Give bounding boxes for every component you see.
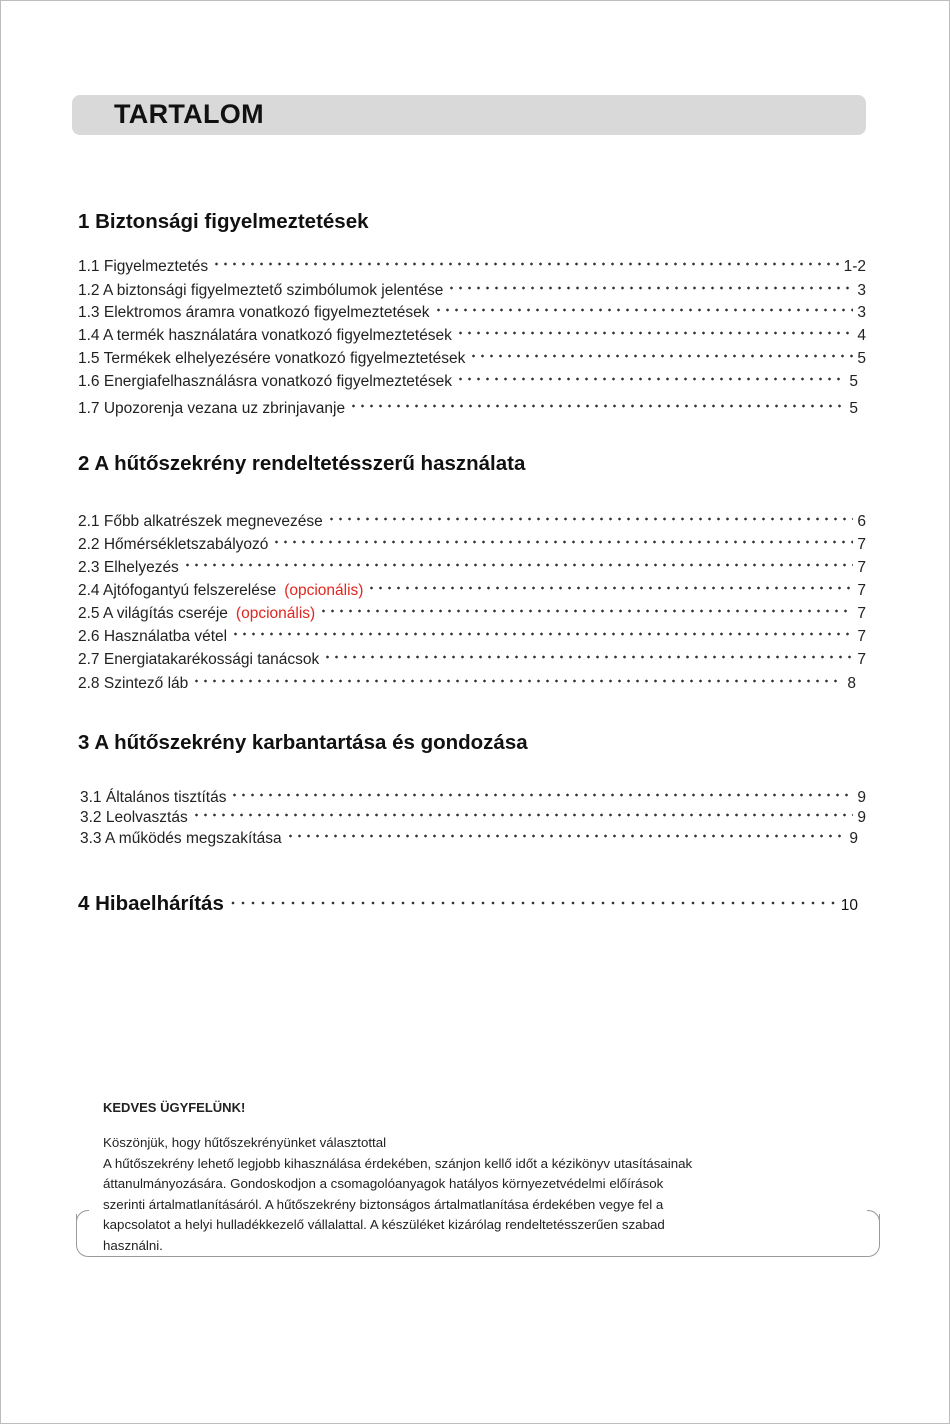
page-title: TARTALOM [114, 99, 264, 129]
toc-entry-page: 7 [857, 559, 866, 576]
toc-entry-page: 7 [857, 582, 866, 599]
dot-leader [367, 582, 853, 594]
section-heading-3: 3 A hűtőszekrény karbantartása és gondozása [78, 731, 528, 754]
toc-entry-page: 7 [857, 605, 866, 622]
toc-entry-label: 2.7 Energiatakarékossági tanácsok [78, 651, 320, 668]
notice-title: KEDVES ÜGYFELÜNK! [103, 1100, 246, 1115]
toc-entry-1-4[interactable] [78, 327, 866, 345]
toc-entry-2-1[interactable] [78, 513, 866, 531]
dot-leader [228, 897, 837, 909]
toc-entry-3-3[interactable] [80, 830, 858, 848]
toc-entry-page: 8 [847, 675, 856, 692]
toc-entry-label: 1.3 Elektromos áramra vonatkozó figyelmeztetések [78, 304, 430, 321]
dot-leader [456, 373, 845, 385]
toc-entry-1-5[interactable] [78, 350, 866, 368]
dot-leader [323, 651, 853, 663]
notice-line: kapcsolatot a helyi hulladékkezelő vállalattal. A készüléket kizárólag rendeltetésszerűen szabad [103, 1217, 665, 1232]
toc-entry-label: 2.1 Főbb alkatrészek megnevezése [78, 513, 323, 530]
section-heading-2: 2 A hűtőszekrény rendeltetésszerű használata [78, 452, 526, 475]
toc-entry-label: 2.2 Hőmérsékletszabályozó [78, 536, 269, 553]
toc-entry-page: 9 [849, 830, 858, 847]
dot-leader [434, 304, 854, 316]
toc-entry-label: 2.3 Elhelyezés [78, 559, 179, 576]
dot-leader [349, 400, 845, 412]
dot-leader [212, 258, 840, 270]
toc-entry-label: 4 Hibaelhárítás [78, 892, 224, 915]
dot-leader [447, 282, 853, 294]
dot-leader [230, 789, 853, 801]
title-bar [72, 95, 866, 135]
notice-line: Köszönjük, hogy hűtőszekrényünket választottal [103, 1135, 387, 1150]
toc-entry-page: 7 [857, 651, 866, 668]
optional-tag: (opcionális) [284, 582, 364, 599]
toc-entry-3-1[interactable] [80, 789, 866, 807]
toc-entry-1-3[interactable] [78, 304, 866, 322]
toc-entry-1-6[interactable] [78, 373, 858, 391]
section-heading-1: 1 Biztonsági figyelmeztetések [78, 210, 369, 233]
dot-leader [456, 327, 853, 339]
toc-entry-page: 5 [849, 373, 858, 390]
toc-entry-label: 2.8 Szintező láb [78, 675, 189, 692]
toc-entry-page: 3 [857, 304, 866, 321]
toc-entry-1-1[interactable] [78, 258, 866, 276]
toc-entry-label: 2.4 Ajtófogantyú felszerelése [78, 582, 277, 599]
toc-entry-label: 2.6 Használatba vétel [78, 628, 228, 645]
toc-entry-page: 3 [857, 282, 866, 299]
toc-entry-page: 1-2 [843, 258, 866, 275]
toc-entry-page: 6 [857, 513, 866, 530]
toc-entry-2-8[interactable] [78, 675, 856, 693]
toc-entry-label: 2.5 A világítás cseréje [78, 605, 228, 622]
toc-entry-2-4[interactable] [78, 582, 866, 600]
toc-entry-4[interactable] [78, 892, 858, 916]
notice-bracket [76, 1214, 880, 1257]
notice-line: A hűtőszekrény lehető legjobb kihasználása érdekében, szánjon kellő időt a kézikönyv utasításainak [103, 1155, 693, 1171]
toc-entry-2-7[interactable] [78, 651, 866, 669]
dot-leader [183, 559, 854, 571]
toc-entry-2-2[interactable] [78, 536, 866, 554]
dot-leader [327, 513, 854, 525]
toc-entry-1-2[interactable] [78, 282, 866, 300]
toc-entry-page: 5 [849, 400, 858, 417]
toc-entry-2-5[interactable] [78, 605, 866, 623]
toc-entry-label: 3.2 Leolvasztás [80, 809, 188, 826]
toc-entry-page: 7 [857, 536, 866, 553]
toc-entry-label: 3.3 A működés megszakítása [80, 830, 282, 847]
toc-entry-label: 1.5 Termékek elhelyezésére vonatkozó figyelmeztetések [78, 350, 466, 367]
toc-entry-label: 3.1 Általános tisztítás [80, 789, 227, 806]
toc-entry-page: 9 [857, 809, 866, 826]
dot-leader [469, 350, 853, 362]
toc-entry-label: 1.7 Upozorenja vezana uz zbrinjavanje [78, 400, 346, 417]
toc-entry-2-6[interactable] [78, 628, 866, 646]
toc-entry-1-7[interactable] [78, 400, 858, 418]
toc-entry-2-3[interactable] [78, 559, 866, 577]
toc-entry-label: 1.4 A termék használatára vonatkozó figyelmeztetések [78, 327, 452, 344]
toc-entry-label: 1.6 Energiafelhasználásra vonatkozó figyelmeztetések [78, 373, 452, 390]
toc-entry-page: 4 [857, 327, 866, 344]
toc-entry-label: 1.1 Figyelmeztetés [78, 258, 209, 275]
dot-leader [192, 809, 854, 821]
dot-leader [319, 605, 853, 617]
dot-leader [286, 830, 846, 842]
toc-entry-page: 7 [857, 628, 866, 645]
notice-line: használni. [103, 1237, 163, 1253]
toc-entry-page: 9 [857, 789, 866, 806]
optional-tag: (opcionális) [235, 605, 316, 622]
toc-entry-page: 10 [840, 897, 858, 914]
toc-entry-page: 5 [857, 350, 866, 367]
notice-line: szerinti ártalmatlanításáról. A hűtőszekrény biztonságos ártalmatlanítása érdekében vegye fel a [103, 1196, 664, 1212]
toc-entry-label: 1.2 A biztonsági figyelmeztető szimbólumok jelentése [78, 282, 444, 299]
notice-line: áttanulmányozására. Gondoskodjon a csomagolóanyagok hatályos környezetvédelmi előírások [103, 1176, 664, 1191]
dot-leader [192, 675, 843, 687]
dot-leader [272, 536, 853, 548]
dot-leader [231, 628, 853, 640]
toc-entry-3-2[interactable] [80, 809, 866, 827]
